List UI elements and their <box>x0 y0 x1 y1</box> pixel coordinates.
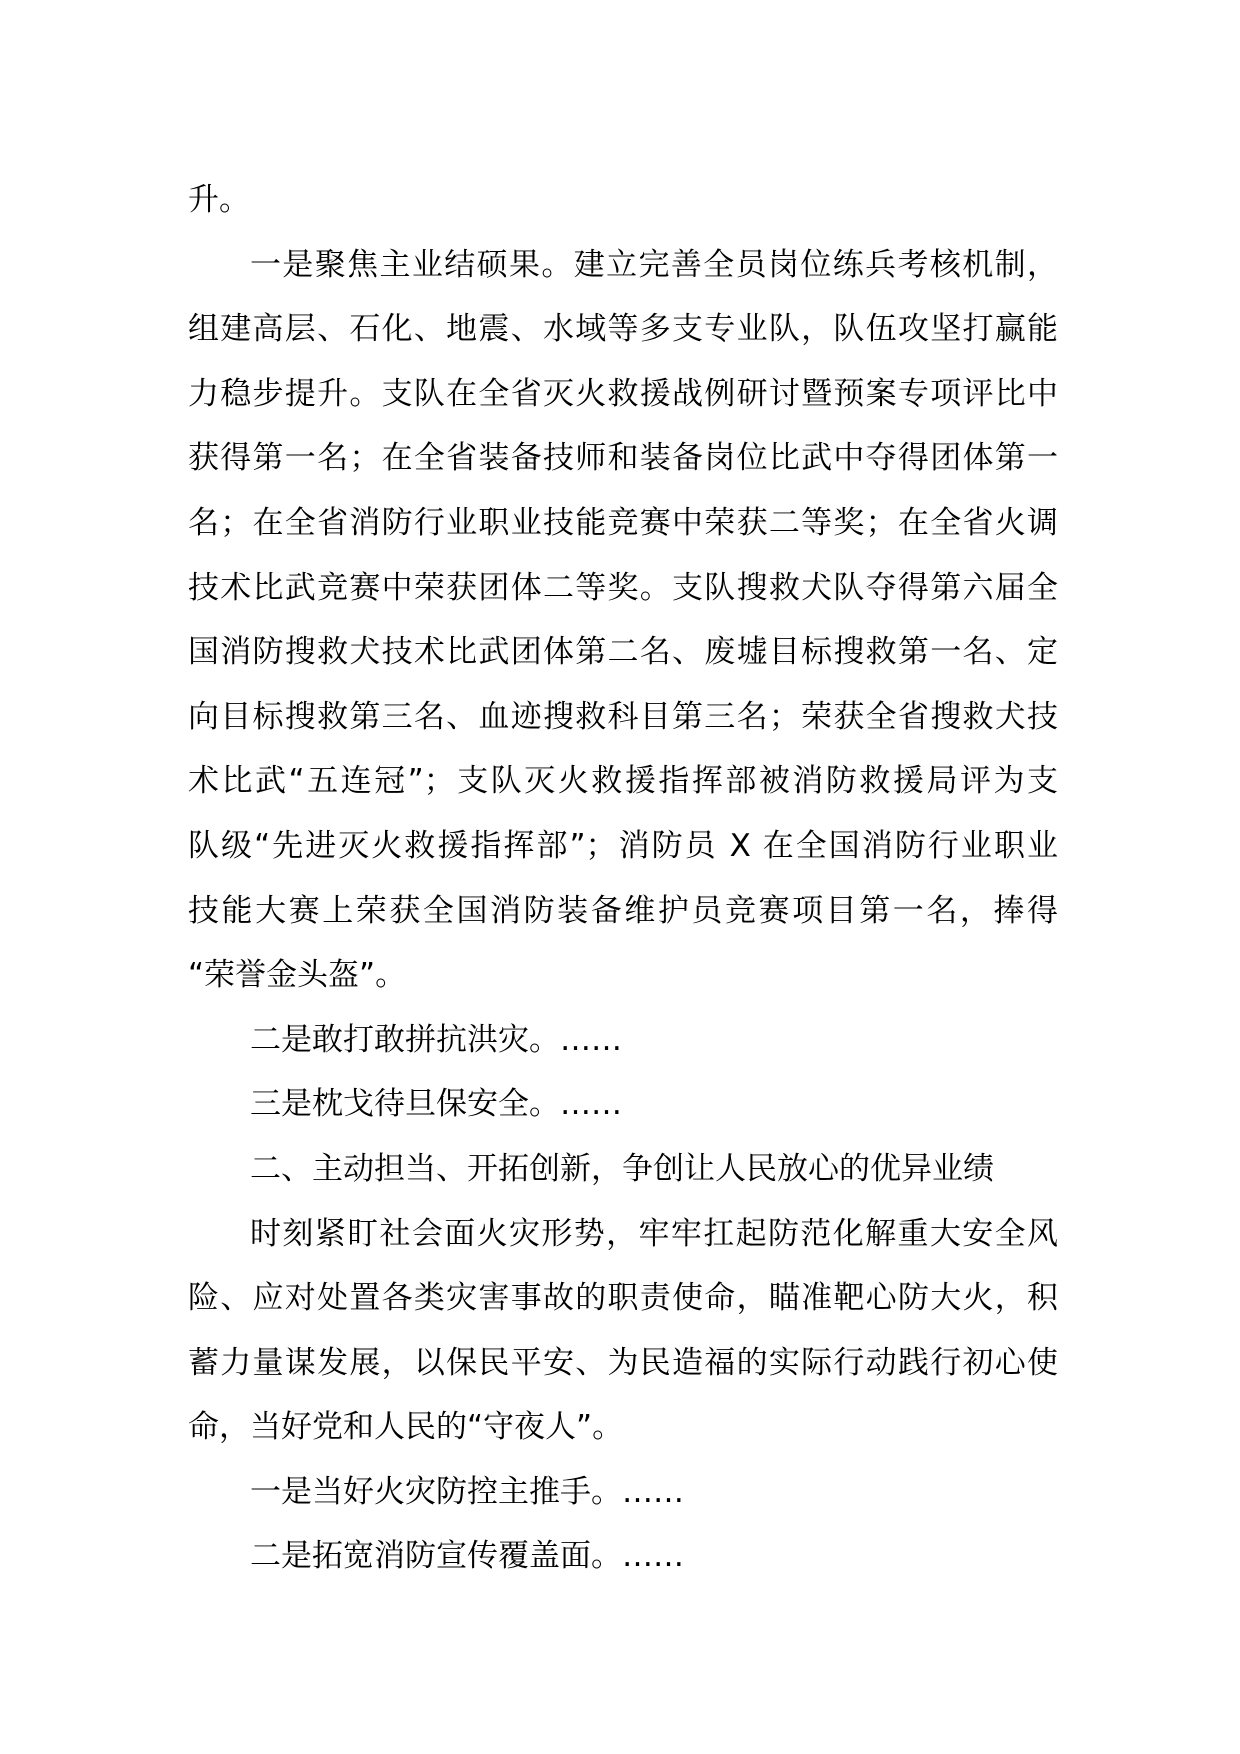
section-heading: 二、主动担当、开拓创新，争创让人民放心的优异业绩 <box>250 1150 994 1187</box>
text-line: 向目标搜救第三名、血迹搜救科目第三名；荣获全省搜救犬技 <box>188 698 1058 735</box>
text-line: 队级“先进灭火救援指挥部”；消防员 X 在全国消防行业职业 <box>188 827 1058 864</box>
text-line: 时刻紧盯社会面火灾形势，牢牢扛起防范化解重大安全风 <box>250 1215 1058 1252</box>
text-line: 技术比武竞赛中荣获团体二等奖。支队搜救犬队夺得第六届全 <box>188 569 1058 606</box>
text-line: 三是枕戈待旦保安全。…… <box>250 1086 622 1123</box>
text-line: “荣誉金头盔”。 <box>188 957 407 994</box>
text-line: 名；在全省消防行业职业技能竞赛中荣获二等奖；在全省火调 <box>188 504 1058 541</box>
text-line: 一是当好火灾防控主推手。…… <box>250 1473 684 1510</box>
document-body <box>188 168 1058 1589</box>
text-line: 力稳步提升。支队在全省灭火救援战例研讨暨预案专项评比中 <box>188 375 1058 412</box>
text-line: 术比武“五连冠”；支队灭火救援指挥部被消防救援局评为支 <box>188 763 1058 800</box>
text-line: 升。 <box>188 182 250 218</box>
text-line: 国消防搜救犬技术比武团体第二名、废墟目标搜救第一名、定 <box>188 634 1058 671</box>
text-line: 获得第一名；在全省装备技师和装备岗位比武中夺得团体第一 <box>188 440 1058 477</box>
text-line: 二是拓宽消防宣传覆盖面。…… <box>250 1538 684 1575</box>
text-line: 一是聚焦主业结硕果。建立完善全员岗位练兵考核机制， <box>250 246 1058 283</box>
text-line: 组建高层、石化、地震、水域等多支专业队，队伍攻坚打赢能 <box>188 311 1058 348</box>
text-line: 二是敢打敢拼抗洪灾。…… <box>250 1021 622 1058</box>
text-line: 险、应对处置各类灾害事故的职责使命，瞄准靶心防大火，积 <box>188 1280 1058 1317</box>
text-line: 命，当好党和人民的“守夜人”。 <box>188 1409 624 1446</box>
text-line: 技能大赛上荣获全国消防装备维护员竞赛项目第一名，捧得 <box>188 892 1058 929</box>
text-line: 蓄力量谋发展，以保民平安、为民造福的实际行动践行初心使 <box>188 1344 1058 1381</box>
